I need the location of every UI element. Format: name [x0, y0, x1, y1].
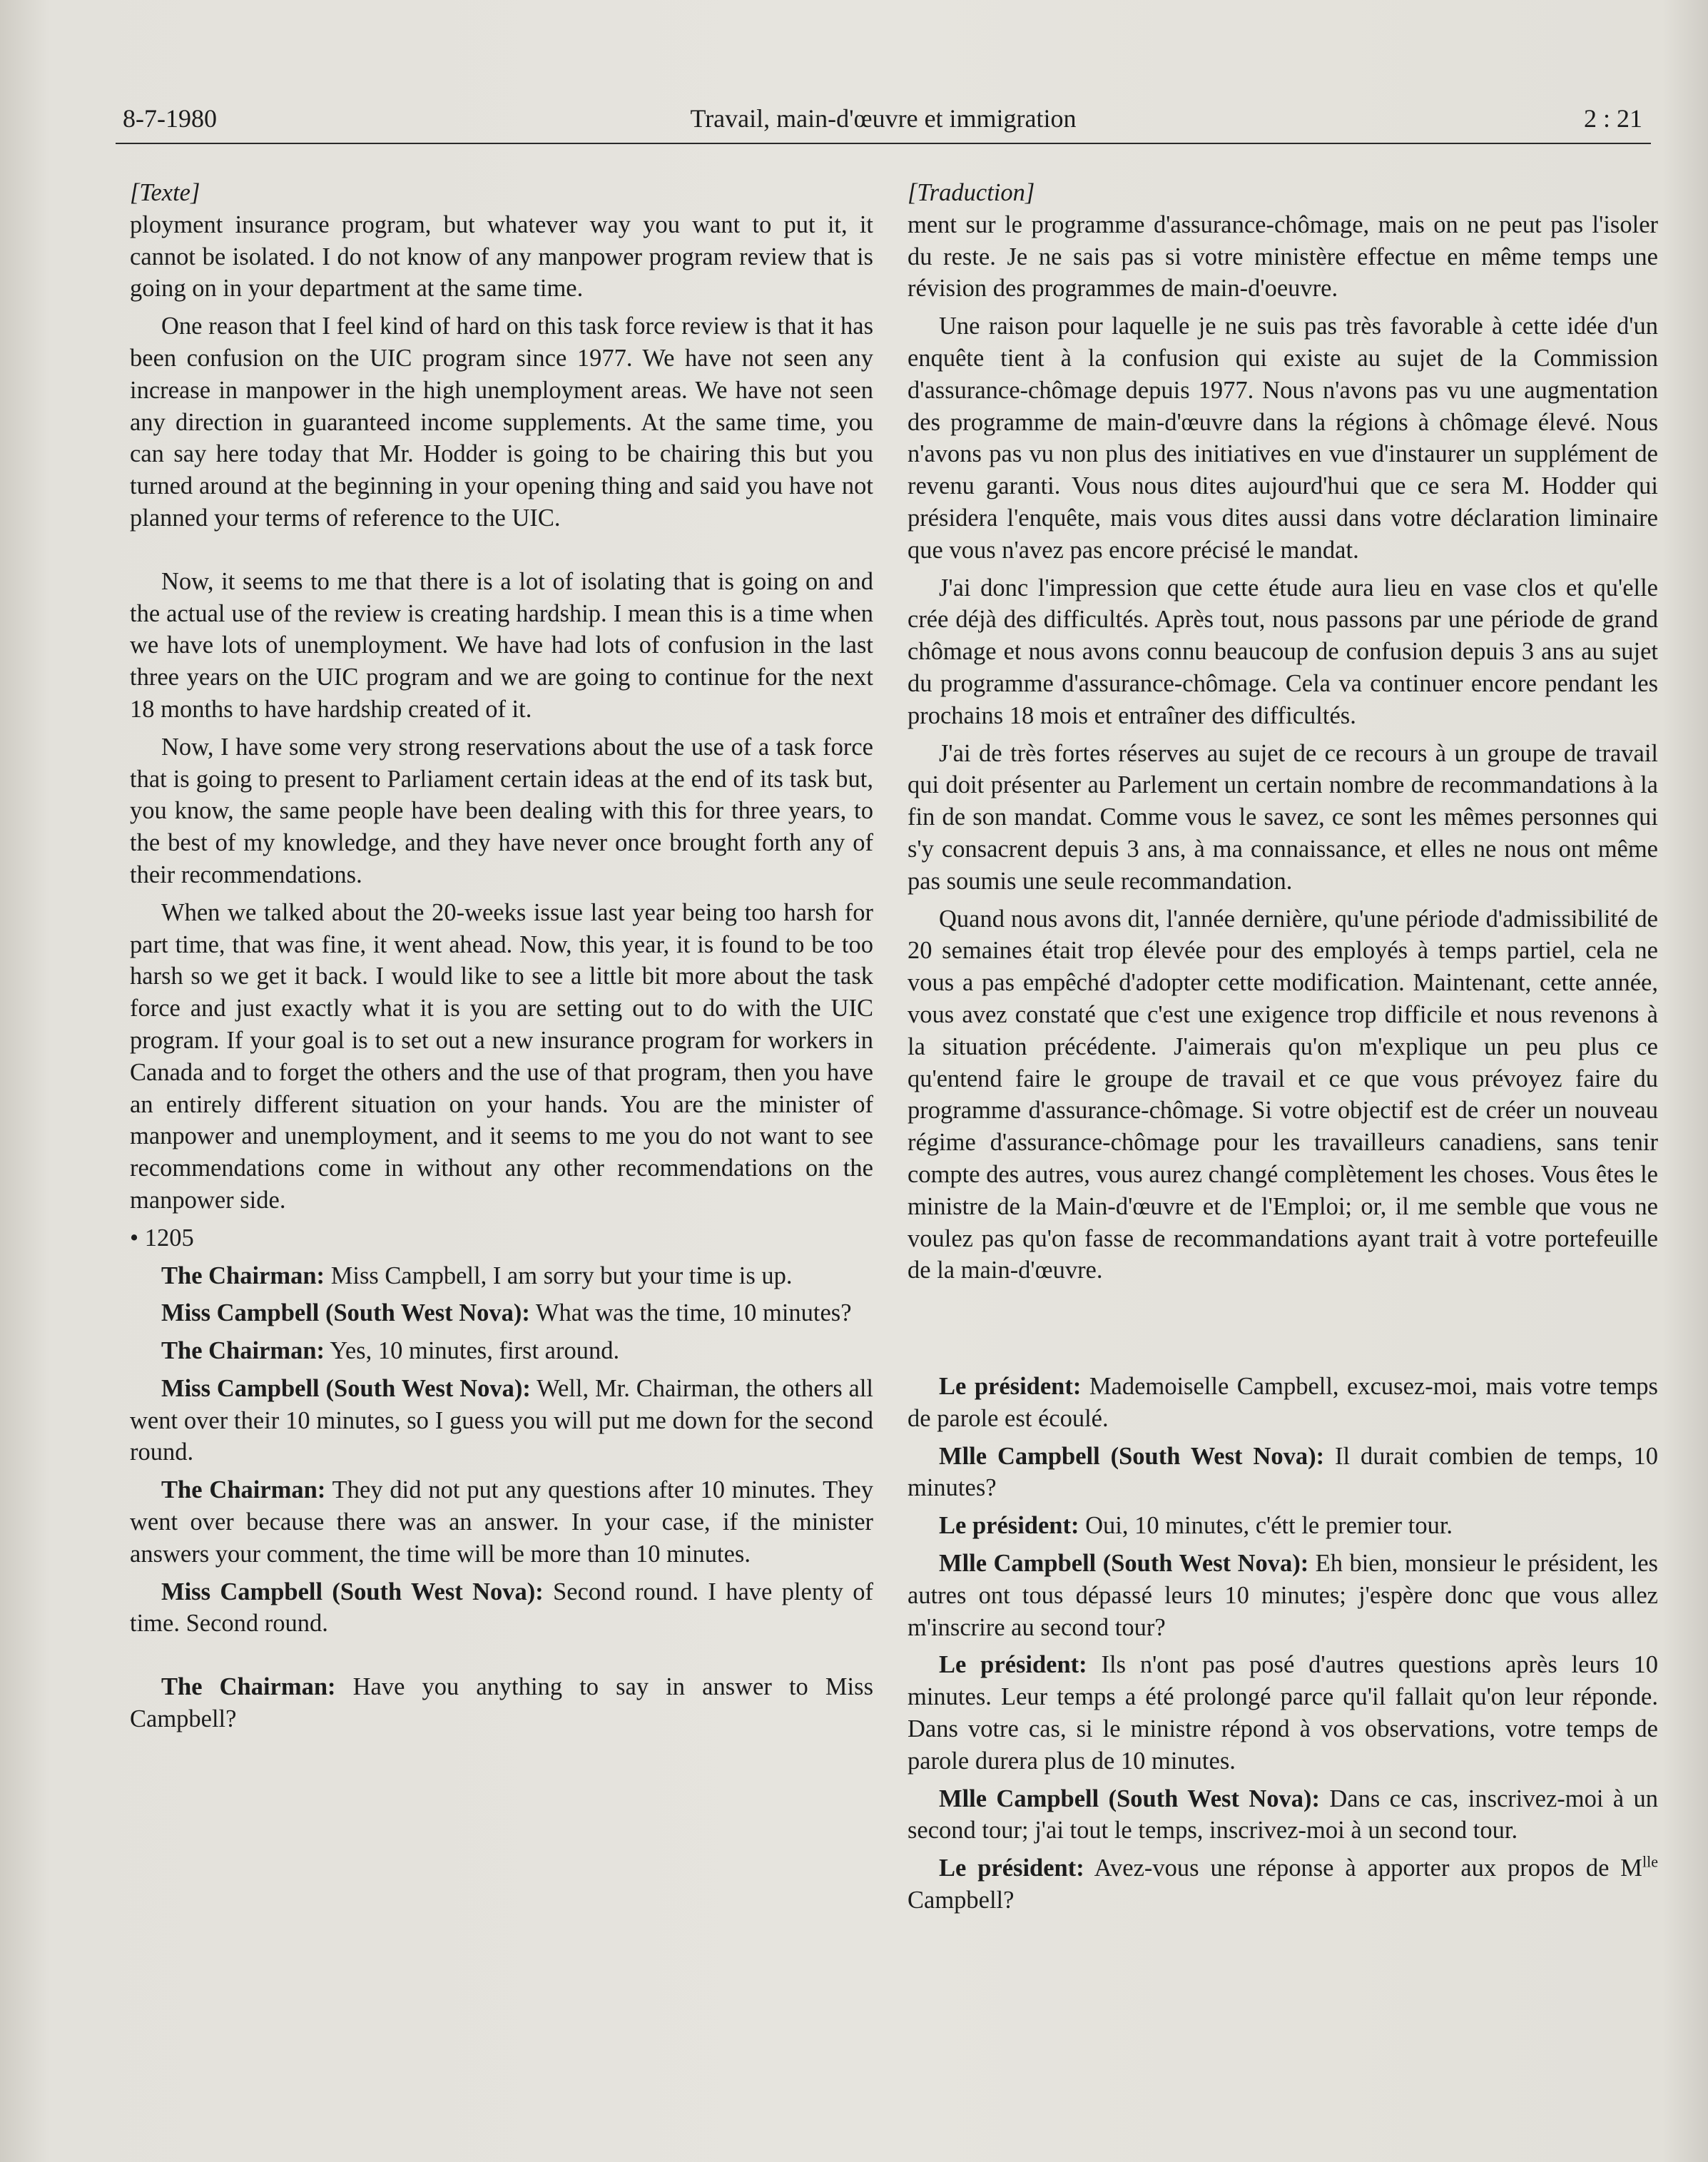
speaker-name: Miss Campbell (South West Nova): [161, 1374, 531, 1402]
dialogue-line [130, 1576, 873, 1640]
paragraph: Now, I have some very strong reservations about the use of a task force that is going to present to Parliament certain ideas at the end of its task but, you know, the same people have been dealing with this for three years, to the best of my knowledge, and they have never once brought forth any of their recommendations. [130, 733, 873, 888]
time-marker: • 1205 [130, 1224, 194, 1252]
paragraph: Now, it seems to me that there is a lot of isolating that is going on and the actual use of the review is creating hardship. I mean this is a time when we have lots of unemployment. We have had lots of confusion in the last three years on the UIC program and we are going to continue for the next 18 months to have hardship created of it. [130, 567, 873, 723]
speaker-name: The Chairman: [161, 1476, 326, 1504]
paragraph: When we talked about the 20-weeks issue last year being too harsh for part time, that was fine, it went ahead. Now, this year, it is found to be too harsh so we get it back. I would like to see a little bit more about the task force and just exactly what it is you are setting out to do with the UIC program. If your goal is to set out a new insurance program for workers in Canada and to forget the others and the use of that program, then you have an entirely different situation on your hands. You are the minister of manpower and unemployment, and it seems to me you do not want to see recommendations come in without any other recommendations on the manpower side. [130, 898, 873, 1214]
speech-text: Il durait combien de temps, 10 minutes? [908, 1442, 1658, 1502]
speaker-name: Mlle Campbell (South West Nova): [939, 1442, 1325, 1470]
speaker-name: The Chairman: [161, 1673, 336, 1701]
dialogue-line [908, 1783, 1658, 1847]
paragraph: One reason that I feel kind of hard on this task force review is that it has been confusion on the UIC program since 1977. We have not seen any increase in manpower in the high unemployment areas. We have not seen any direction in guaranteed income supplements. At the same time, you can say here today that Mr. Hodder is going to be chairing this but you turned around at the beginning in your opening thing and said you have not planned your terms of reference to the UIC. [130, 313, 873, 532]
dialogue-line [130, 1297, 873, 1329]
header-date: 8-7-1980 [123, 104, 217, 133]
speaker-name: The Chairman: [161, 1262, 325, 1289]
superscript: lle [1642, 1852, 1658, 1871]
speech-text: Have you anything to say in answer to Miss Campbell? [130, 1673, 873, 1733]
dialogue-line [908, 1441, 1658, 1505]
header-title: Travail, main-d'œuvre et immigration [690, 104, 1077, 133]
speech-text: Mademoiselle Campbell, excusez-moi, mais votre temps de parole est écoulé. [908, 1373, 1658, 1432]
speaker-name: Mlle Campbell (South West Nova): [939, 1785, 1320, 1812]
page-header [116, 100, 1651, 144]
french-column [908, 177, 1658, 1922]
speech-text: Dans ce cas, inscrivez-moi à un second tour; j'ai tout le temps, inscrivez-moi à un second tour. [908, 1785, 1658, 1844]
paragraph: J'ai de très fortes réserves au sujet de ce recours à un groupe de travail qui doit présenter au Parlement un certain nombre de recommandations à la fin de son mandat. Comme vous le savez, ce sont les mêmes personnes qui s'y consacrent depuis 3 ans, à ma connaissance, et elles ne nous ont même pas soumis une seule recommandation. [908, 739, 1658, 895]
paragraph: Quand nous avons dit, l'année dernière, qu'une période d'admissibilité de 20 semaines était trop élevée pour des employés à temps partiel, cela ne vous a pas empêché d'adopter cette modification. Maintenant, cette année, vous avez constaté que c'est une exigence trop difficile et nous revenons à la situation précédente. J'aimerais qu'on m'explique un peu plus ce qu'entend faire le groupe de travail et ce que vous prévoyez faire du programme d'assurance-chômage. Si votre objectif est de créer un nouveau régime d'assurance-chômage pour les travailleurs canadiens, sans tenir compte des autres, vous aurez changé complètement les choses. Vous êtes le ministre de la Main-d'œuvre et de l'Emploi; or, il me semble que vous ne voulez pas qu'on fasse de recommandations ayant trait à votre portefeuille de la main-d'œuvre. [908, 905, 1658, 1284]
speaker-name: Le président: [939, 1651, 1087, 1679]
paragraph: ment sur le programme d'assurance-chômage, mais on ne peut pas l'isoler du reste. Je ne sais pas si votre ministère effectue en même temps une révision des programmes de main-d'oeuvre. [908, 210, 1658, 303]
dialogue-line [908, 1852, 1658, 1917]
speech-text: Yes, 10 minutes, first around. [325, 1337, 620, 1365]
speech-text: Campbell? [908, 1887, 1015, 1914]
speaker-name: Le président: [939, 1854, 1084, 1882]
dialogue-line [130, 1671, 873, 1735]
speaker-name: Le président: [939, 1373, 1082, 1401]
dialogue-line [130, 1335, 873, 1367]
speech-text: Avez-vous une réponse à apporter aux propos de M [1084, 1854, 1642, 1882]
speech-text: Well, Mr. Chairman, the others all went over their 10 minutes, so I guess you will put me down for the second round. [130, 1374, 873, 1466]
text-tag: [Texte] [130, 179, 200, 206]
speech-text: Second round. I have plenty of time. Second round. [130, 1578, 873, 1638]
translation-tag: [Traduction] [908, 179, 1035, 206]
speech-text: Oui, 10 minutes, c'étt le premier tour. [1079, 1512, 1453, 1540]
speaker-name: Miss Campbell (South West Nova): [161, 1578, 544, 1605]
speaker-name: Le président: [939, 1512, 1079, 1540]
speaker-name: The Chairman: [161, 1337, 325, 1365]
speech-text: Eh bien, monsieur le président, les autres ont tous dépassé leurs 10 minutes; j'espère donc que vous allez m'inscrire au second tour? [908, 1550, 1658, 1641]
speaker-name: Mlle Campbell (South West Nova): [939, 1550, 1309, 1578]
speech-text: What was the time, 10 minutes? [529, 1299, 852, 1327]
dialogue-line [130, 1373, 873, 1468]
paragraph: Une raison pour laquelle je ne suis pas très favorable à cette idée d'un enquête tient à la confusion qui existe au sujet de la Commission d'assurance-chômage depuis 1977. Nous n'avons pas vu une augmentation des programme de main-d'œuvre dans la régions à chômage élevé. Nous n'avons pas vu non plus des initiatives en vue d'instaurer un supplément de revenu garanti. Vous nous dites aujourd'hui que ce sera M. Hodder qui présidera l'enquête, mais vous dites aussi dans votre déclaration liminaire que vous n'avez pas encore précisé le mandat. [908, 313, 1658, 564]
dialogue-line [130, 1474, 873, 1570]
dialogue-line [908, 1548, 1658, 1643]
dialogue-line [908, 1649, 1658, 1777]
speaker-name: Miss Campbell (South West Nova): [161, 1299, 530, 1327]
speech-text: Ils n'ont pas posé d'autres questions après leurs 10 minutes. Leur temps a été prolongé parce qu'il fallait qu'on leur réponde. Dans votre cas, si le ministre répond à vos observations, votre temps de parole durera plus de 10 minutes. [908, 1651, 1658, 1775]
dialogue-line [908, 1510, 1658, 1542]
paragraph: ployment insurance program, but whatever way you want to put it, it cannot be isolated. I do not know of any manpower program review that is going on in your department at the same time. [130, 210, 873, 303]
speech-text: Miss Campbell, I am sorry but your time is up. [325, 1262, 793, 1289]
dialogue-line [908, 1371, 1658, 1435]
header-page-number: 2 : 21 [1583, 104, 1642, 133]
speech-text: They did not put any questions after 10 minutes. They went over because there was an answer. In your case, if the minister answers your comment, the time will be more than 10 minutes. [130, 1476, 873, 1568]
english-column [130, 177, 873, 1741]
dialogue-line [130, 1260, 873, 1292]
paragraph: J'ai donc l'impression que cette étude aura lieu en vase clos et qu'elle crée déjà des difficultés. Après tout, nous passons par une période de grand chômage et nous avons connu beaucoup de confusion depuis 3 ans au sujet du programme d'assurance-chômage. Cela va continuer encore pendant les prochains 18 mois et entraîner des difficultés. [908, 574, 1658, 729]
